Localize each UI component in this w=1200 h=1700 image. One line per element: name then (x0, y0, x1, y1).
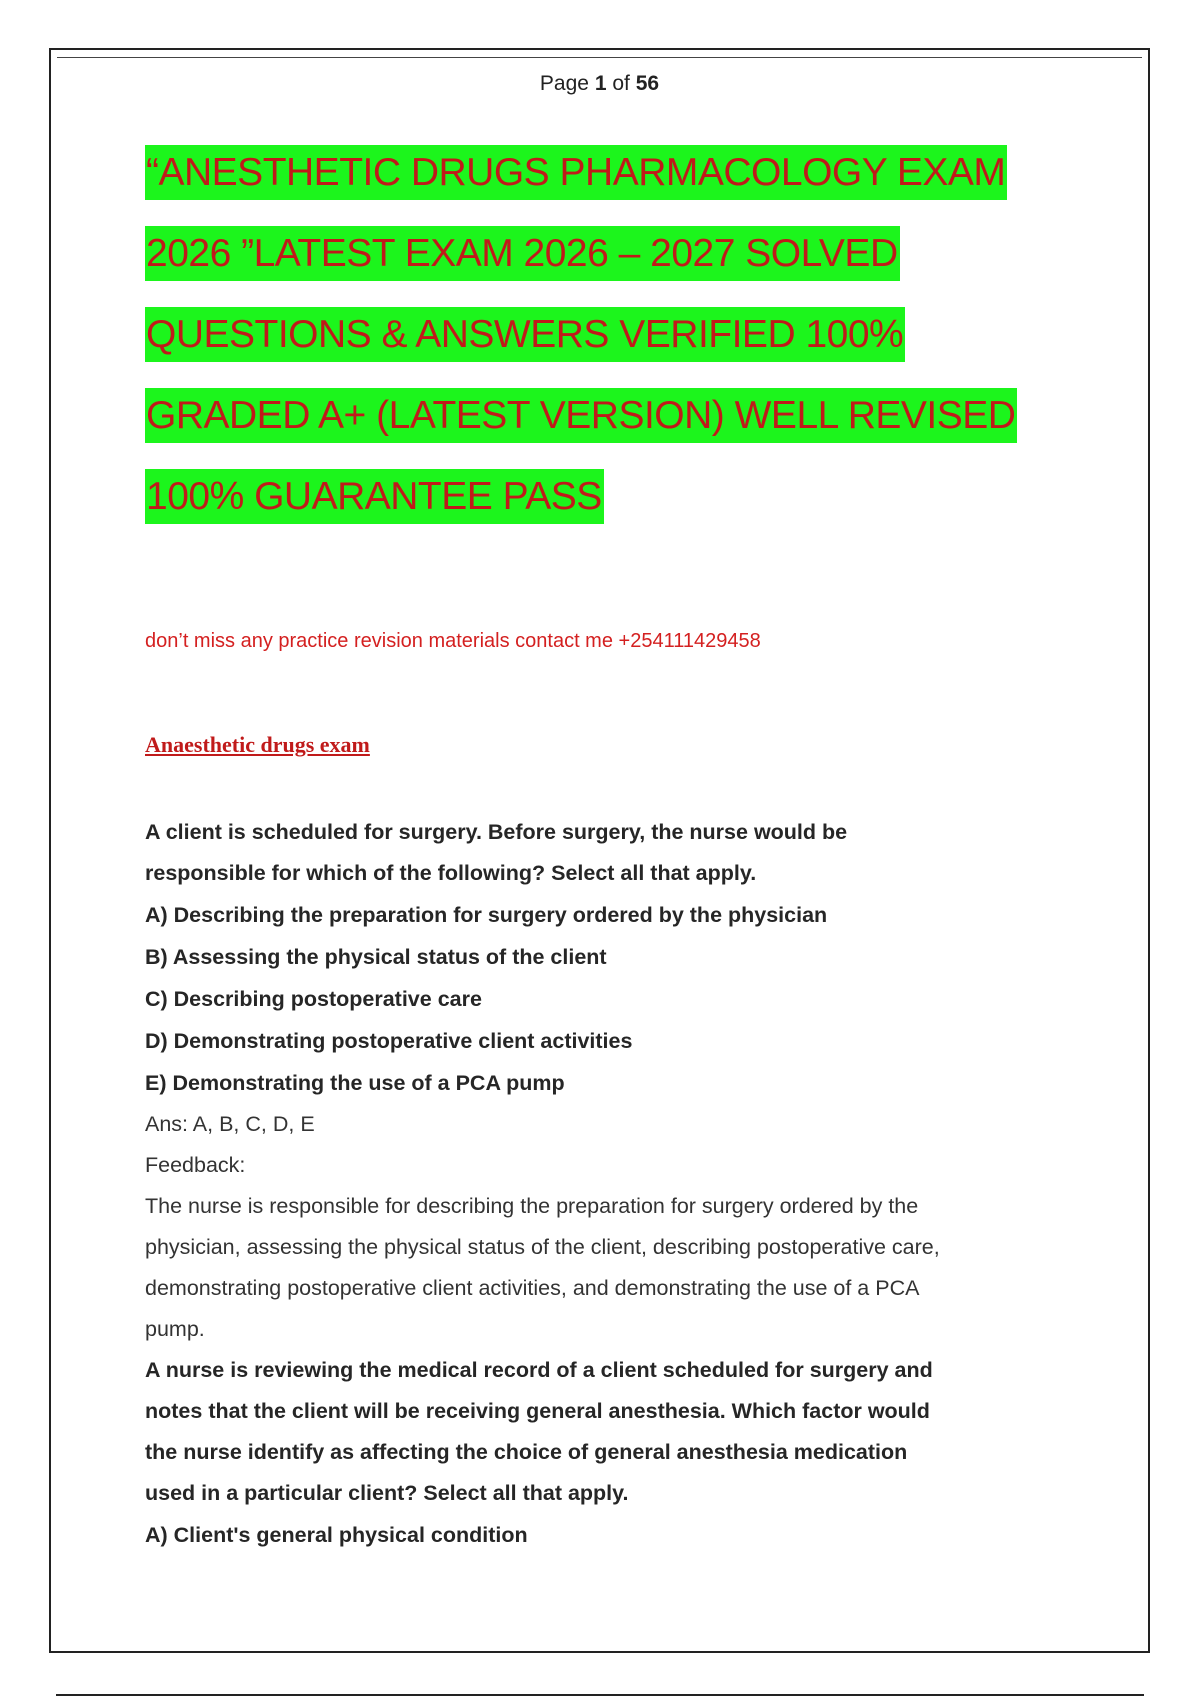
question-1-option: A) Describing the preparation for surgery ordered by the physician (145, 903, 828, 927)
document-title (145, 145, 1045, 550)
feedback-text: physician, assessing the physical status of the client, describing postoperative care, (145, 1235, 940, 1259)
feedback-text: demonstrating postoperative client activities, and demonstrating the use of a PCA (145, 1276, 920, 1300)
title-line: QUESTIONS & ANSWERS VERIFIED 100% (145, 307, 905, 362)
question-1-option: E) Demonstrating the use of a PCA pump (145, 1071, 565, 1095)
question-2-text: the nurse identify as affecting the choice of general anesthesia medication (145, 1440, 908, 1464)
question-2-option: A) Client's general physical condition (145, 1523, 528, 1547)
question-1-text: A client is scheduled for surgery. Before surgery, the nurse would be (145, 820, 848, 844)
feedback-label: Feedback: (145, 1153, 246, 1177)
question-2-text: notes that the client will be receiving general anesthesia. Which factor would (145, 1399, 930, 1423)
frame-top-rule (57, 57, 1142, 58)
title-line: “ANESTHETIC DRUGS PHARMACOLOGY EXAM (145, 145, 1007, 200)
question-2-text: used in a particular client? Select all that apply. (145, 1481, 629, 1505)
next-page-rule (56, 1694, 1144, 1696)
question-1-answer: Ans: A, B, C, D, E (145, 1112, 315, 1136)
question-1-text: responsible for which of the following? Select all that apply. (145, 861, 757, 885)
section-heading: Anaesthetic drugs exam (145, 732, 370, 757)
title-line: GRADED A+ (LATEST VERSION) WELL REVISED (145, 388, 1017, 443)
feedback-text: pump. (145, 1317, 205, 1341)
contact-note: don’t miss any practice revision materials contact me +254111429458 (145, 630, 761, 652)
question-1-option: B) Assessing the physical status of the client (145, 945, 607, 969)
question-1-option: C) Describing postoperative care (145, 987, 482, 1011)
title-line: 100% GUARANTEE PASS (145, 469, 604, 524)
question-2-text: A nurse is reviewing the medical record of a client scheduled for surgery and (145, 1358, 933, 1382)
question-1-option: D) Demonstrating postoperative client activities (145, 1029, 633, 1053)
page-number: Page 1 of 56 (539, 72, 660, 95)
question-content (145, 812, 1045, 1556)
title-line: 2026 ”LATEST EXAM 2026 – 2027 SOLVED (145, 226, 900, 281)
feedback-text: The nurse is responsible for describing the preparation for surgery ordered by the (145, 1194, 919, 1218)
